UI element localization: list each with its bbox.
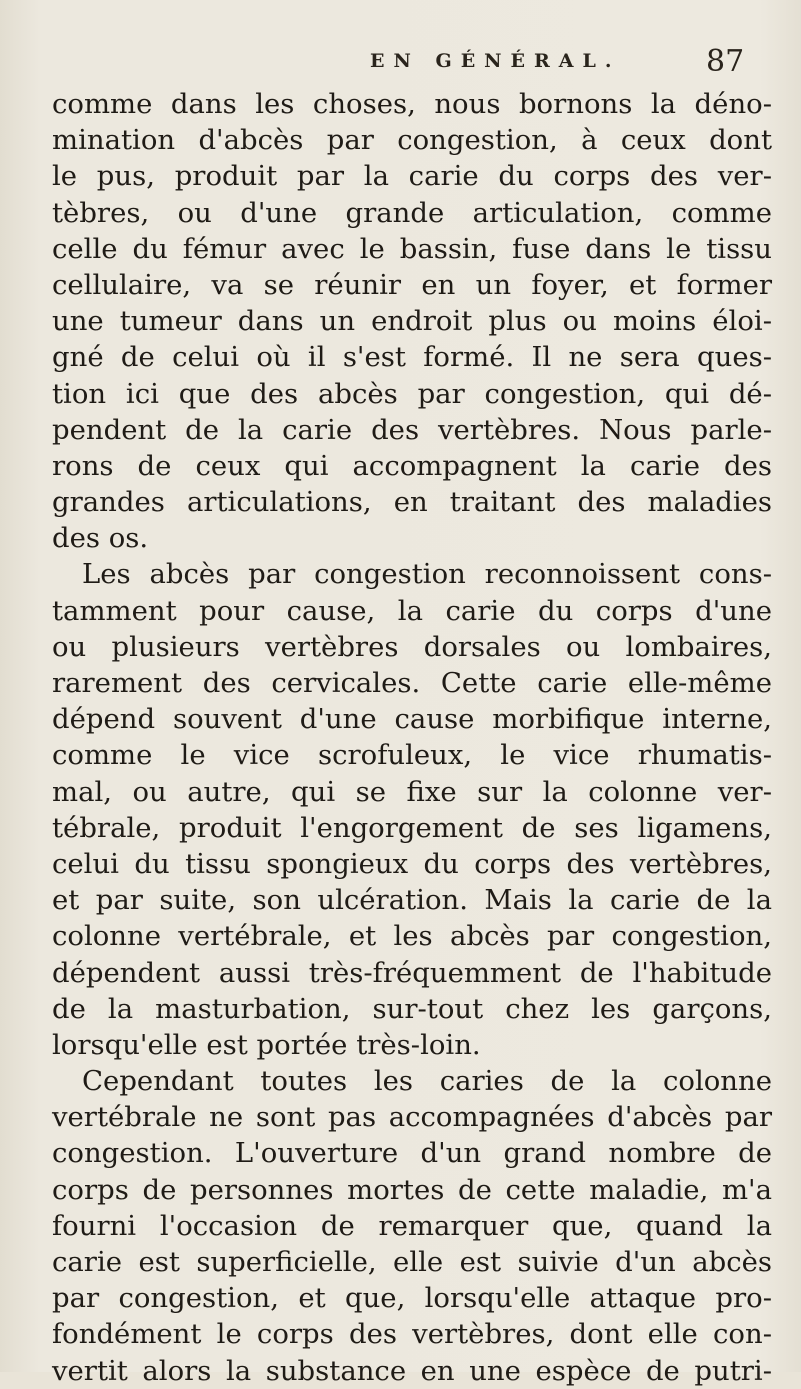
paragraph-end-line: lorsqu'elle est portée très-loin.: [52, 1028, 481, 1061]
text-line: tion ici que des abcès par congestion, qui dé-: [52, 377, 772, 410]
text-line: mination d'abcès par congestion, à ceux dont: [52, 124, 772, 157]
text-line: de la masturbation, sur-tout chez les garçons,: [52, 992, 772, 1025]
text-line: rons de ceux qui accompagnent la carie des: [52, 449, 772, 482]
text-line: cellulaire, va se réunir en un foyer, et former: [52, 268, 772, 301]
text-line: fourni l'occasion de remarquer que, quand la: [52, 1209, 772, 1242]
text-line: corps de personnes mortes de cette maladie, m'a: [52, 1173, 772, 1206]
page-number: 87: [706, 44, 745, 79]
text-line: vertébrale ne sont pas accompagnées d'abcès par: [52, 1101, 772, 1134]
paragraph-start-line: Les abcès par congestion reconnoissent cons-: [82, 558, 772, 591]
text-line: comme le vice scrofuleux, le vice rhumatis-: [52, 739, 772, 772]
page-header: [0, 40, 801, 84]
text-line: grandes articulations, en traitant des maladies: [52, 486, 772, 519]
text-line: et par suite, son ulcération. Mais la carie de la: [52, 884, 772, 917]
running-head: EN GÉNÉRAL.: [370, 50, 621, 72]
text-line: ou plusieurs vertèbres dorsales ou lombaires,: [52, 630, 772, 663]
paragraph-end-line: des os.: [52, 522, 149, 555]
text-line: dépendent aussi très-fréquemment de l'habitude: [52, 956, 772, 989]
text-line: le pus, produit par la carie du corps des ver-: [52, 160, 772, 193]
text-line: rarement des cervicales. Cette carie elle-même: [52, 667, 772, 699]
text-line: celle du fémur avec le bassin, fuse dans le tissu: [52, 232, 772, 265]
text-line: gné de celui où il s'est formé. Il ne sera ques-: [52, 341, 772, 374]
text-line: dépend souvent d'une cause morbifique interne,: [52, 703, 772, 736]
text-line: comme dans les choses, nous bornons la déno-: [52, 88, 772, 120]
text-line: par congestion, et que, lorsqu'elle attaque pro-: [52, 1282, 772, 1315]
text-line: carie est superficielle, elle est suivie d'un abcès: [52, 1246, 772, 1278]
text-line: celui du tissu spongieux du corps des vertèbres,: [52, 847, 772, 880]
text-line: tèbres, ou d'une grande articulation, comme: [52, 196, 772, 229]
text-line: tamment pour cause, la carie du corps d'une: [52, 594, 772, 627]
text-line: colonne vertébrale, et les abcès par congestion,: [52, 920, 772, 953]
text-line: vertit alors la substance en une espèce de putri-: [52, 1354, 772, 1387]
text-line: une tumeur dans un endroit plus ou moins éloi-: [52, 305, 772, 338]
text-line: mal, ou autre, qui se fixe sur la colonne ver-: [52, 775, 772, 808]
text-line: pendent de la carie des vertèbres. Nous parle-: [52, 413, 772, 446]
text-line: congestion. L'ouverture d'un grand nombre de: [52, 1137, 772, 1170]
body-text: [52, 86, 772, 1389]
paragraph-start-line: Cependant toutes les caries de la colonne: [82, 1065, 772, 1098]
text-line: fondément le corps des vertèbres, dont elle con-: [52, 1318, 772, 1351]
text-line: tébrale, produit l'engorgement de ses ligamens,: [52, 811, 772, 844]
